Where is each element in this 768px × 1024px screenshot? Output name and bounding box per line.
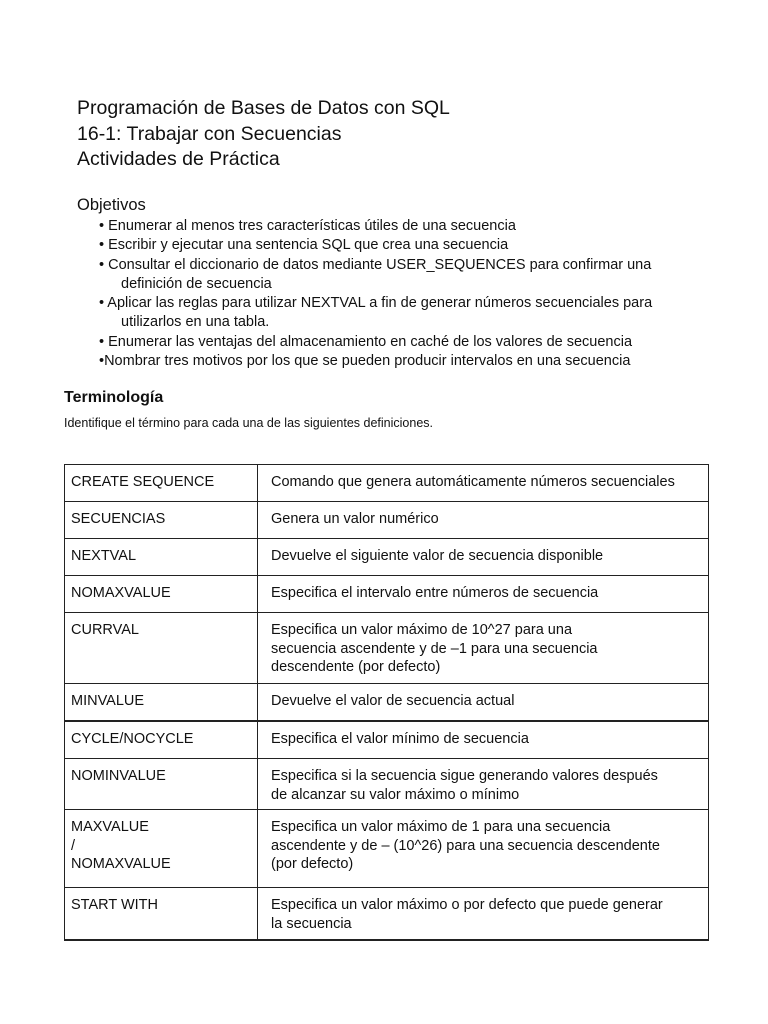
definition-cell: Especifica el valor mínimo de secuencia	[258, 721, 709, 759]
term-cell: MINVALUE	[65, 684, 258, 721]
term-cell: MAXVALUE / NOMAXVALUE	[65, 810, 258, 888]
table-row	[65, 721, 709, 759]
definition-cell: Comando que genera automáticamente números secuenciales	[258, 465, 709, 502]
objective-item: •Nombrar tres motivos por los que se pueden producir intervalos en una secuencia	[99, 353, 631, 370]
definition-cell: Devuelve el valor de secuencia actual	[258, 684, 709, 721]
table-row	[65, 502, 709, 539]
course-title: Programación de Bases de Datos con SQL	[77, 97, 450, 119]
definition-cell: Especifica un valor máximo de 1 para una secuencia ascendente y de – (10^26) para una secuencia descendente (por defecto)	[258, 810, 709, 888]
definition-cell: Especifica un valor máximo o por defecto que puede generar la secuencia	[258, 888, 709, 940]
objective-item: • Enumerar al menos tres características útiles de una secuencia	[99, 218, 516, 234]
activity-title: Actividades de Práctica	[77, 148, 280, 170]
table-row	[65, 810, 709, 888]
objectives-section	[77, 194, 717, 371]
terminology-table	[64, 464, 709, 941]
term-cell: START WITH	[65, 888, 258, 940]
terminology-heading: Terminología	[64, 389, 164, 406]
definition-cell: Especifica un valor máximo de 10^27 para una secuencia ascendente y de –1 para una secuencia descendente (por defecto)	[258, 613, 709, 684]
definition-cell: Especifica si la secuencia sigue generando valores después de alcanzar su valor máximo o mínimo	[258, 759, 709, 810]
objectives-heading: Objetivos	[77, 196, 146, 214]
table-row	[65, 888, 709, 940]
terminology-instructions: Identifique el término para cada una de las siguientes definiciones.	[64, 416, 433, 430]
objective-item: • Consultar el diccionario de datos mediante USER_SEQUENCES para confirmar una definición de secuencia	[99, 256, 652, 292]
table-row	[65, 684, 709, 721]
objective-item: • Enumerar las ventajas del almacenamiento en caché de los valores de secuencia	[99, 333, 633, 350]
table-row	[65, 613, 709, 684]
term-cell: CYCLE/NOCYCLE	[65, 721, 258, 759]
objective-item: • Escribir y ejecutar una sentencia SQL que crea una secuencia	[99, 237, 509, 254]
term-cell: NEXTVAL	[65, 539, 258, 576]
document-header	[77, 96, 450, 173]
table-row	[65, 576, 709, 613]
term-cell: SECUENCIAS	[65, 502, 258, 539]
table-row	[65, 539, 709, 576]
definition-cell: Especifica el intervalo entre números de secuencia	[258, 576, 709, 613]
table-row	[65, 465, 709, 502]
term-cell: NOMINVALUE	[65, 759, 258, 810]
table-row	[65, 759, 709, 810]
term-cell: NOMAXVALUE	[65, 576, 258, 613]
definition-cell: Devuelve el siguiente valor de secuencia disponible	[258, 539, 709, 576]
objective-item: • Aplicar las reglas para utilizar NEXTVAL a fin de generar números secuenciales para utilizarlos en una tabla.	[99, 295, 653, 331]
lesson-title: 16-1: Trabajar con Secuencias	[77, 122, 342, 145]
term-cell: CREATE SEQUENCE	[65, 465, 258, 502]
term-cell: CURRVAL	[65, 613, 258, 684]
definition-cell: Genera un valor numérico	[258, 502, 709, 539]
